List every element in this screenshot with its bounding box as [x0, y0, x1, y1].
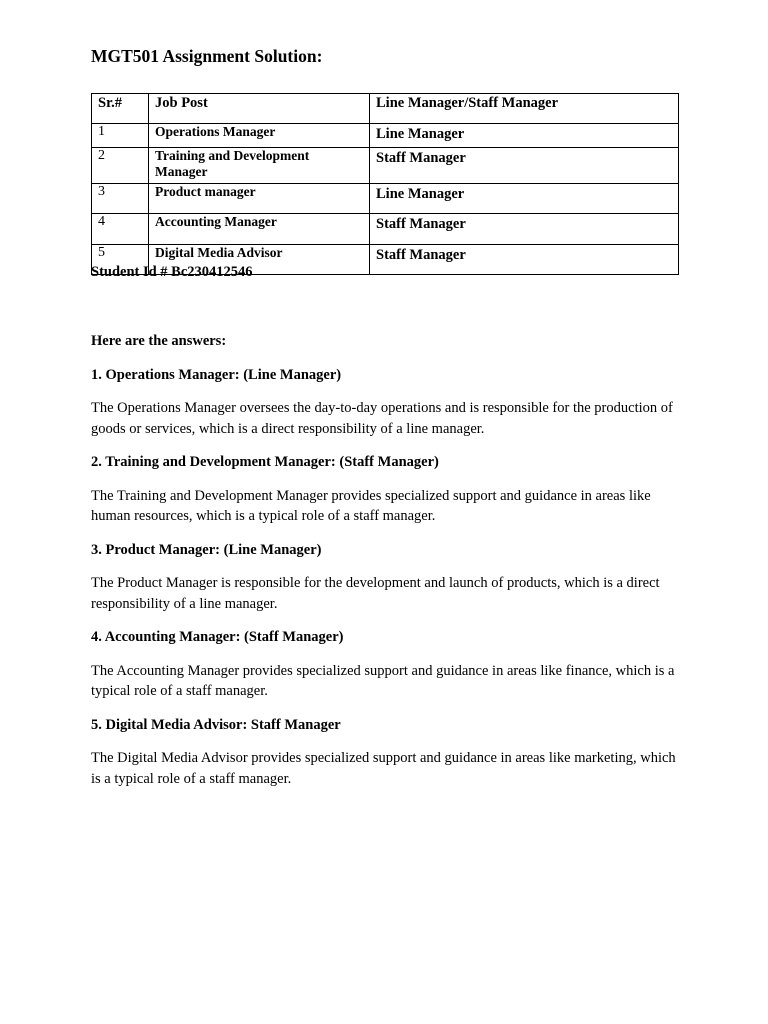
column-header-sr: Sr.#	[92, 94, 149, 124]
cell-job-post: Product manager	[149, 184, 370, 214]
cell-job-post: Digital Media Advisor	[149, 245, 370, 275]
column-header-job-post: Job Post	[149, 94, 370, 124]
cell-sr: 4	[92, 214, 149, 245]
table-row	[92, 214, 679, 245]
cell-job-post: Operations Manager	[149, 124, 370, 148]
cell-manager-type: Line Manager	[370, 184, 679, 214]
answer-heading: 1. Operations Manager: (Line Manager)	[91, 366, 342, 383]
answer-heading: 5. Digital Media Advisor: Staff Manager	[91, 716, 341, 733]
cell-sr: 2	[92, 148, 149, 184]
table-row	[92, 184, 679, 214]
cell-sr: 5	[92, 245, 149, 275]
answer-body: The Accounting Manager provides specialized support and guidance in areas like finance, which is a typical role of a staff manager.	[91, 662, 675, 699]
student-id: Student Id # Bc230412546	[91, 264, 253, 280]
answer-body: The Digital Media Advisor provides specialized support and guidance in areas like marketing, which is a typical role of a staff manager.	[91, 750, 676, 787]
cell-sr: 1	[92, 124, 149, 148]
column-header-manager-type: Line Manager/Staff Manager	[370, 94, 679, 124]
cell-manager-type: Staff Manager	[370, 148, 679, 184]
answers-section	[91, 331, 681, 802]
job-classification-table	[91, 93, 679, 275]
cell-manager-type: Staff Manager	[370, 245, 679, 275]
answer-heading: 4. Accounting Manager: (Staff Manager)	[91, 629, 344, 645]
answer-body: The Training and Development Manager provides specialized support and guidance in areas like human resources, which is a typical role of a staff manager.	[91, 487, 651, 524]
table-row	[92, 124, 679, 148]
answer-body: The Product Manager is responsible for the development and launch of products, which is a direct responsibility of a line manager.	[91, 575, 660, 612]
cell-manager-type: Line Manager	[370, 124, 679, 148]
answer-heading: 2. Training and Development Manager: (Staff Manager)	[91, 454, 439, 470]
document-title: MGT501 Assignment Solution:	[91, 46, 323, 66]
answer-heading: 3. Product Manager: (Line Manager)	[91, 541, 322, 558]
answer-body: The Operations Manager oversees the day-to-day operations and is responsible for the production of goods or services, which is a direct responsibility of a line manager.	[91, 400, 673, 437]
table-header-row	[92, 94, 679, 124]
answers-intro: Here are the answers:	[91, 333, 227, 349]
cell-job-post: Accounting Manager	[149, 214, 370, 245]
cell-manager-type: Staff Manager	[370, 214, 679, 245]
cell-sr: 3	[92, 184, 149, 214]
table-row	[92, 148, 679, 184]
cell-job-post: Training and Development Manager	[149, 148, 370, 184]
